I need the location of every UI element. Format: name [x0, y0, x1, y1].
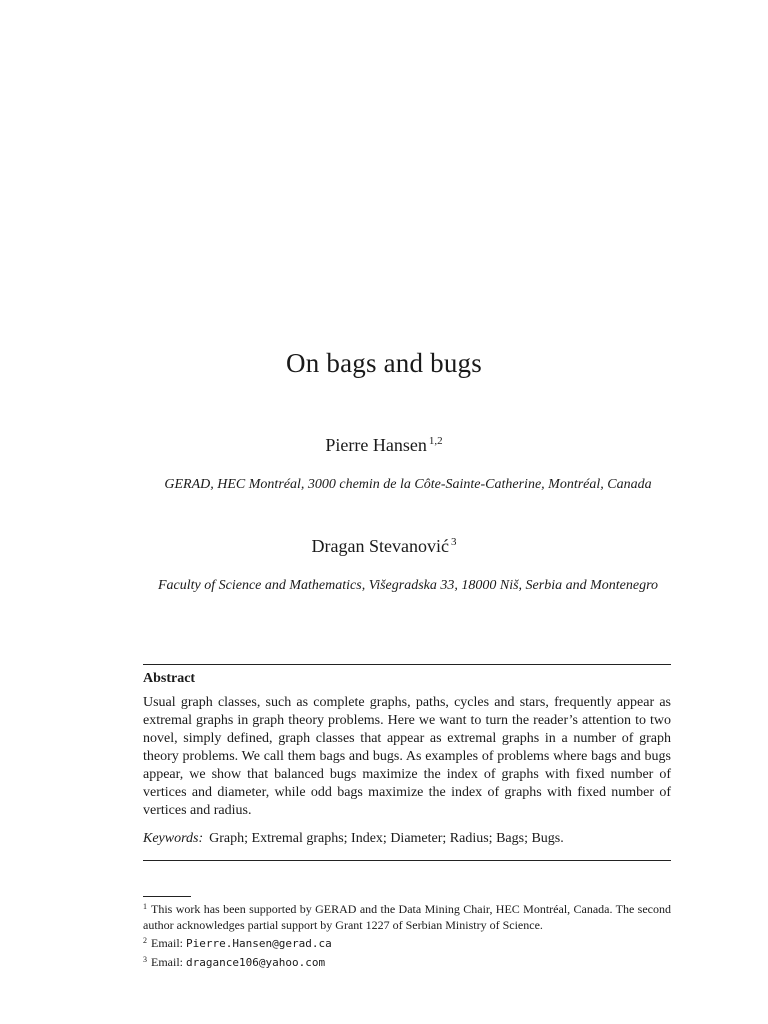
author-footnote-marks: 1,2	[428, 435, 443, 447]
email-link[interactable]: Pierre.Hansen@gerad.ca	[186, 937, 332, 950]
footnote-text: This work has been supported by GERAD and the Data Mining Chair, HEC Montréal, Canada. The second author acknowledges partial support by Grant 1227 of Serbian Ministry of Science.	[143, 902, 671, 932]
author-footnote-marks: 3	[450, 536, 457, 548]
keywords-line	[143, 830, 671, 848]
footnote-3	[143, 952, 671, 971]
author-name-text: Dragan Stevanović	[311, 536, 449, 556]
author-name-2	[0, 536, 768, 557]
author-affiliation-2: Faculty of Science and Mathematics, Višegradska 33, 18000 Niš, Serbia and Montenegro	[157, 578, 659, 593]
footnote-mark: 1	[143, 902, 147, 911]
author-affiliation-1: GERAD, HEC Montréal, 3000 chemin de la Côte-Sainte-Catherine, Montréal, Canada	[164, 477, 652, 492]
footnote-rule	[143, 896, 191, 897]
footnote-2	[143, 933, 671, 952]
abstract-bottom-rule	[143, 860, 671, 861]
author-name-1	[0, 435, 768, 456]
abstract-text: Usual graph classes, such as complete graphs, paths, cycles and stars, frequently appear as extremal graphs in graph theory problems. Here we want to turn the reader’s attention to two novel, simply defined, graph classes that appear as extremal graphs in a number of graph theory problems. We call them bags and bugs. As examples of problems where bags and bugs appear, we show that balanced bugs maximize the index of graphs with fixed number of vertices and diameter, while odd bags maximize the index of graphs with fixed number of vertices and radius.	[143, 695, 671, 818]
abstract-top-rule	[143, 664, 671, 665]
footnote-prefix: Email:	[151, 936, 183, 950]
footnote-mark: 3	[143, 954, 147, 964]
author-name-text: Pierre Hansen	[325, 435, 427, 455]
footnote-1	[143, 899, 671, 933]
abstract-heading: Abstract	[143, 671, 196, 686]
footnote-prefix: Email:	[151, 954, 183, 969]
keywords-text: Graph; Extremal graphs; Index; Diameter; Radius; Bags; Bugs.	[209, 831, 564, 846]
footnotes	[143, 899, 671, 970]
email-link[interactable]: dragance106@yahoo.com	[186, 955, 326, 969]
keywords-label: Keywords:	[143, 831, 204, 846]
paper-title: On bags and bugs	[286, 348, 482, 378]
footnote-mark: 2	[143, 936, 147, 945]
